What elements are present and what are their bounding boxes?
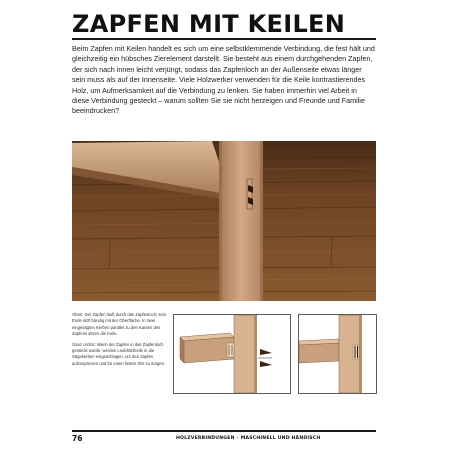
title-rule (72, 38, 376, 40)
wedged-tenon-photo (72, 141, 376, 301)
intro-paragraph: Beim Zapfen mit Keilen handelt es sich um eine selbstklemmende Verbindung, die fest hält und gleichzeitig ein hübsches Zierelement darstellt. Sie besteht aus einem durchgehenden Zapfen, der sich nach innen leicht verjüngt, sodass das Zapfenloch an der Außenseite etwas länger sein muss als auf der Innenseite. Viele Holzwerker verwenden für die Keile kontrastierendes Holz, um Aufmerksamkeit auf die Verbindung zu lenken. Sie haben immerhin viel Arbeit in diese Verbindung gesteckt – warum sollten Sie sie nicht herzeigen und Freunde und Familie beeindrucken? (72, 44, 375, 116)
running-title: HOLZVERBINDUNGEN – MASCHINELL UND HÄNDISCH (176, 436, 321, 441)
caption-right: Ganz rechts: Wenn der Zapfen in das Zapfenloch gesteckt wurde, werden Leubhölzkeile in die Sägekerben eingeschlagen, um den Zapfen aufzuspreizen und für einen festen Sitz zu sorgen. (72, 341, 166, 366)
tenon-insert-diagram (173, 314, 291, 394)
page-title: ZAPFEN MIT KEILEN (72, 10, 346, 38)
footer-rule (72, 430, 376, 432)
assembled-joint-diagram (298, 314, 377, 394)
page-number: 76 (72, 434, 83, 443)
caption-top: Oben: Der Zapfen läuft durch das Zapfenloch; sein Ende sitzt bündig mit der Oberfläche. In zwei eingesägten Kerben parallel zu den Kanten des Zapfens sitzen die Keile. (72, 312, 167, 337)
photo-captions (72, 312, 168, 371)
